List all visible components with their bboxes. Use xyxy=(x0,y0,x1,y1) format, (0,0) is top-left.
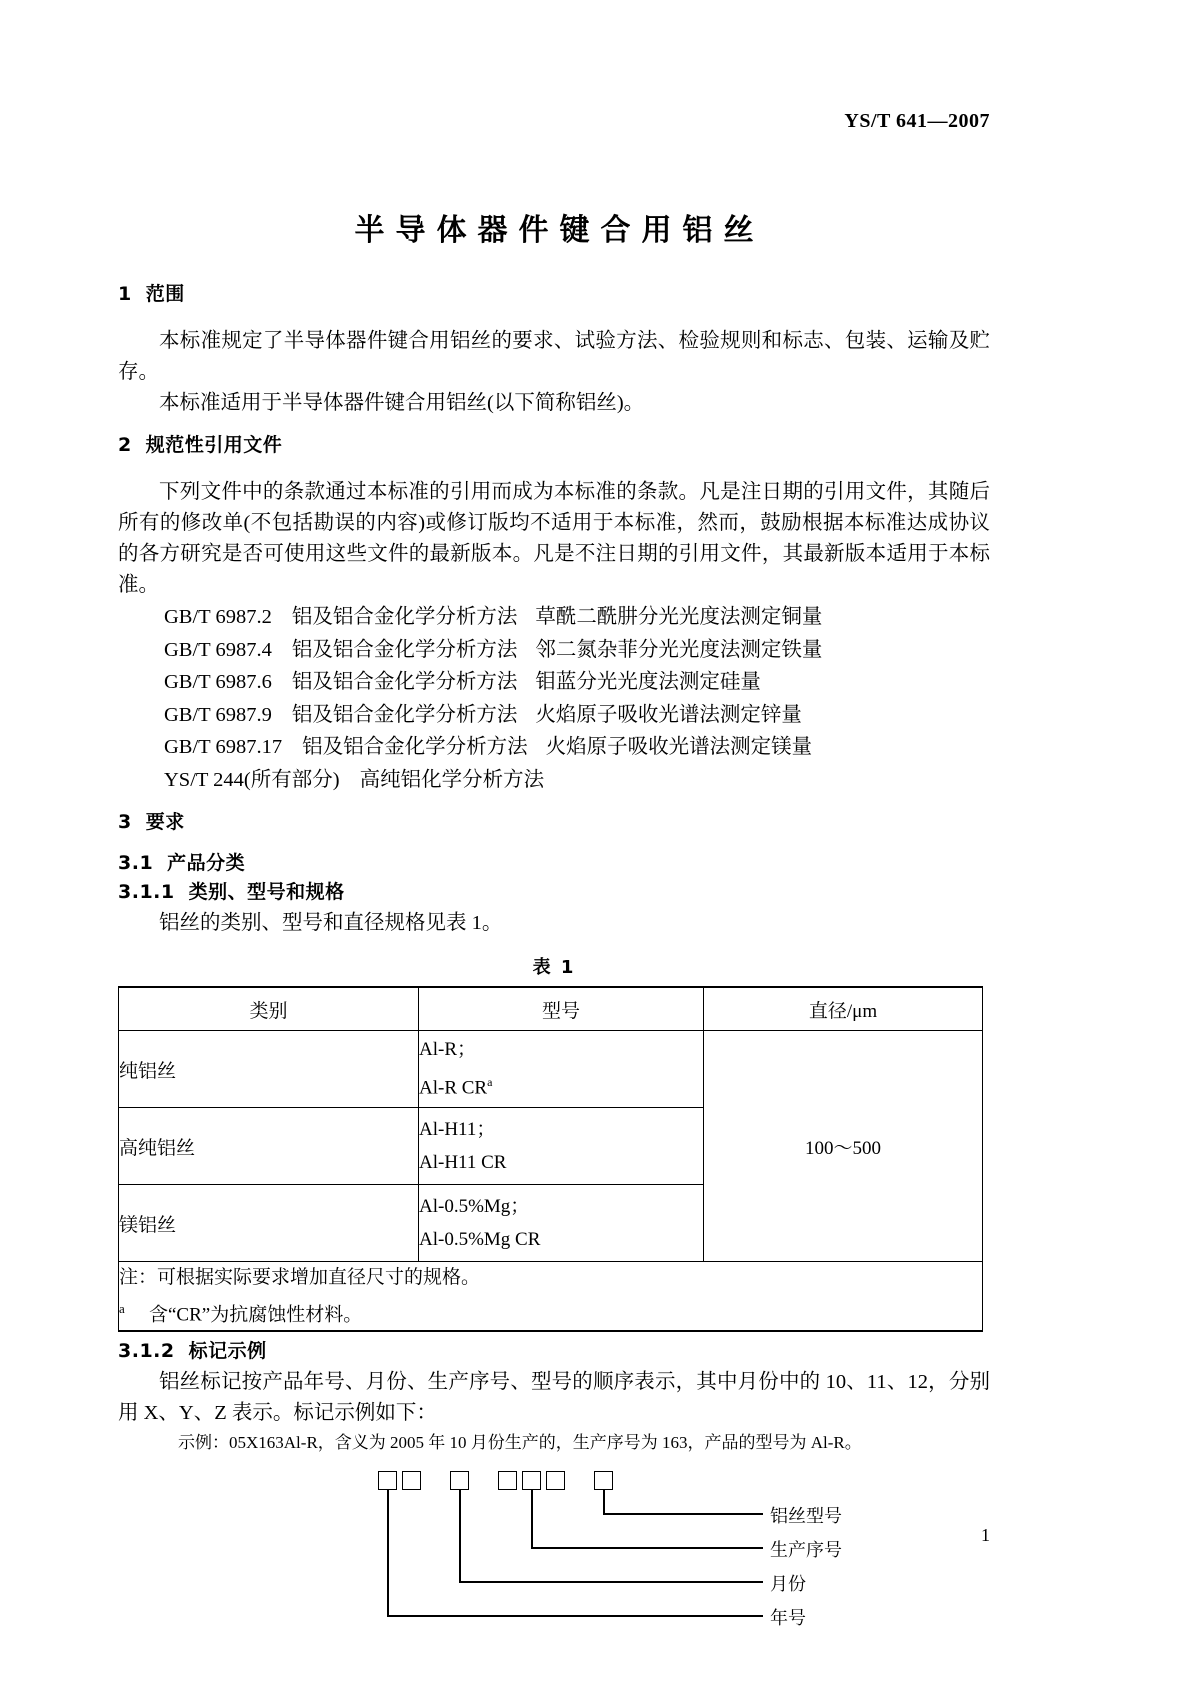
marking-label-model: 铝丝型号 xyxy=(770,1506,842,1528)
section-heading-3 xyxy=(118,813,990,832)
reference-code: YS/T 244(所有部分) xyxy=(164,768,340,791)
model-line-1: Al-R； xyxy=(419,1039,477,1061)
table1-footnote xyxy=(119,1293,982,1330)
section-title-3-1-1: 类别、型号和规格 xyxy=(188,881,345,903)
table1-header-row xyxy=(119,987,983,1031)
table1-notes xyxy=(119,1262,983,1332)
table1-cell-category: 纯铝丝 xyxy=(119,1031,419,1108)
reference-item xyxy=(118,731,990,764)
leader-line-year-horizontal xyxy=(387,1615,763,1617)
reference-title: 铝及铝合金化学分析方法 xyxy=(291,638,518,661)
reference-method: 草酰二酰肼分光光度法测定铜量 xyxy=(535,606,823,628)
marking-box-serial-3 xyxy=(546,1471,565,1490)
section1-paragraph-2: 本标准适用于半导体器件键合用铝丝(以下简称铝丝)。 xyxy=(159,392,645,414)
table1-cell-model xyxy=(419,1185,704,1262)
marking-box-model xyxy=(594,1471,613,1490)
leader-line-model-horizontal xyxy=(603,1513,763,1515)
table1-cell-diameter: 100～500 xyxy=(704,1031,983,1262)
section-heading-3-1 xyxy=(118,854,990,873)
section-heading-3-1-2 xyxy=(118,1342,990,1361)
section-title-1: 范围 xyxy=(145,283,185,305)
table1-note: 注：可根据实际要求增加直径尺寸的规格。 xyxy=(119,1267,481,1288)
reference-item xyxy=(118,699,990,732)
reference-item xyxy=(118,764,990,797)
marking-box-serial-2 xyxy=(522,1471,541,1490)
reference-code: GB/T 6987.17 xyxy=(164,736,283,758)
document-title: 半导体器件键合用铝丝 xyxy=(354,213,765,248)
reference-code: GB/T 6987.9 xyxy=(164,703,272,726)
table1-cell-model xyxy=(419,1108,704,1185)
section2-paragraph-1: 下列文件中的条款通过本标准的引用而成为本标准的条款。凡是注日期的引用文件，其随后所有的修改单(不包括勘误的内容)或修订版均不适用于本标准，然而，鼓励根据本标准达成协议的各方研究是否可使用这些文件的最新版本。凡是不注日期的引用文件，其最新版本适用于本标准。 xyxy=(118,481,990,596)
page-header xyxy=(118,110,990,133)
section-title-3: 要求 xyxy=(145,811,185,833)
reference-item xyxy=(118,601,990,634)
marking-label-month: 月份 xyxy=(770,1574,806,1596)
footnote-text: 含“CR”为抗腐蚀性材料。 xyxy=(149,1304,363,1326)
leader-line-model-vertical xyxy=(603,1490,605,1513)
model-line-2: Al-R CR xyxy=(419,1077,488,1099)
table1-caption: 表 1 xyxy=(532,957,576,978)
section-title-3-1: 产品分类 xyxy=(167,852,246,874)
section-title-2: 规范性引用文件 xyxy=(145,434,283,456)
table-row xyxy=(119,1031,983,1108)
table1-cell-category: 高纯铝丝 xyxy=(119,1108,419,1185)
marking-box-year-2 xyxy=(402,1471,421,1490)
marking-diagram xyxy=(118,1463,990,1653)
normative-reference-list xyxy=(118,601,990,796)
reference-title: 高纯铝化学分析方法 xyxy=(359,768,545,791)
section-number-1: 1 xyxy=(118,283,132,305)
model-line-1: Al-H11； xyxy=(419,1119,496,1140)
marking-box-month xyxy=(450,1471,469,1490)
marking-box-serial-1 xyxy=(498,1471,517,1490)
table1-header-diameter: 直径/μm xyxy=(704,987,983,1031)
reference-title: 铝及铝合金化学分析方法 xyxy=(291,606,518,628)
model-line-2: Al-H11 CR xyxy=(419,1152,507,1173)
section-number-2: 2 xyxy=(118,434,132,456)
reference-item xyxy=(118,666,990,699)
model-line-2: Al-0.5%Mg CR xyxy=(419,1229,541,1250)
section-heading-1 xyxy=(118,285,990,304)
section-heading-2 xyxy=(118,436,990,455)
reference-title: 铝及铝合金化学分析方法 xyxy=(291,671,518,693)
reference-title: 铝及铝合金化学分析方法 xyxy=(291,703,518,726)
table1-header-model: 型号 xyxy=(419,987,704,1031)
section-number-3: 3 xyxy=(118,811,132,833)
section1-paragraph-1: 本标准规定了半导体器件键合用铝丝的要求、试验方法、检验规则和标志、包装、运输及贮存。 xyxy=(118,330,990,383)
section-number-3-1-2: 3.1.2 xyxy=(118,1340,175,1363)
model-superscript: a xyxy=(487,1075,493,1090)
section311-paragraph-1: 铝丝的类别、型号和直径规格见表 1。 xyxy=(159,912,503,934)
reference-method: 火焰原子吸收光谱法测定锌量 xyxy=(535,703,802,726)
reference-code: GB/T 6987.6 xyxy=(164,671,272,693)
reference-item xyxy=(118,634,990,667)
marking-example-text: 示例：05X163Al-R，含义为 2005 年 10 月份生产的，生产序号为 163，产品的型号为 Al-R。 xyxy=(178,1433,862,1453)
marking-label-serial: 生产序号 xyxy=(770,1540,842,1562)
table1-cell-model xyxy=(419,1031,704,1108)
reference-method: 钼蓝分光光度法测定硅量 xyxy=(535,671,761,693)
section-heading-3-1-1 xyxy=(118,883,990,902)
leader-line-month-horizontal xyxy=(459,1581,763,1583)
table1-notes-row xyxy=(119,1262,983,1332)
table1-cell-category: 镁铝丝 xyxy=(119,1185,419,1262)
document-body xyxy=(118,285,990,1653)
leader-line-serial-horizontal xyxy=(531,1547,763,1549)
section-title-3-1-2: 标记示例 xyxy=(188,1340,267,1363)
table1-header-category: 类别 xyxy=(119,987,419,1031)
section-number-3-1-1: 3.1.1 xyxy=(118,881,175,903)
reference-title: 铝及铝合金化学分析方法 xyxy=(302,736,528,758)
model-line-1: Al-0.5%Mg； xyxy=(419,1196,530,1217)
reference-method: 邻二氮杂菲分光光度法测定铁量 xyxy=(535,638,823,661)
leader-line-year-vertical xyxy=(387,1490,389,1615)
reference-method: 火焰原子吸收光谱法测定镁量 xyxy=(545,736,813,758)
marking-label-year: 年号 xyxy=(770,1608,806,1630)
marking-box-year-1 xyxy=(378,1471,397,1490)
section312-paragraph-1: 铝丝标记按产品年号、月份、生产序号、型号的顺序表示，其中月份中的 10、11、12，分别用 X、Y、Z 表示。标记示例如下： xyxy=(118,1371,990,1425)
table1 xyxy=(118,986,983,1332)
footnote-marker: a xyxy=(119,1301,125,1316)
page-number: 1 xyxy=(981,1525,990,1545)
standard-code: YS/T 641—2007 xyxy=(844,110,990,132)
reference-code: GB/T 6987.2 xyxy=(164,606,272,628)
section-number-3-1: 3.1 xyxy=(118,852,154,874)
reference-code: GB/T 6987.4 xyxy=(164,638,272,661)
